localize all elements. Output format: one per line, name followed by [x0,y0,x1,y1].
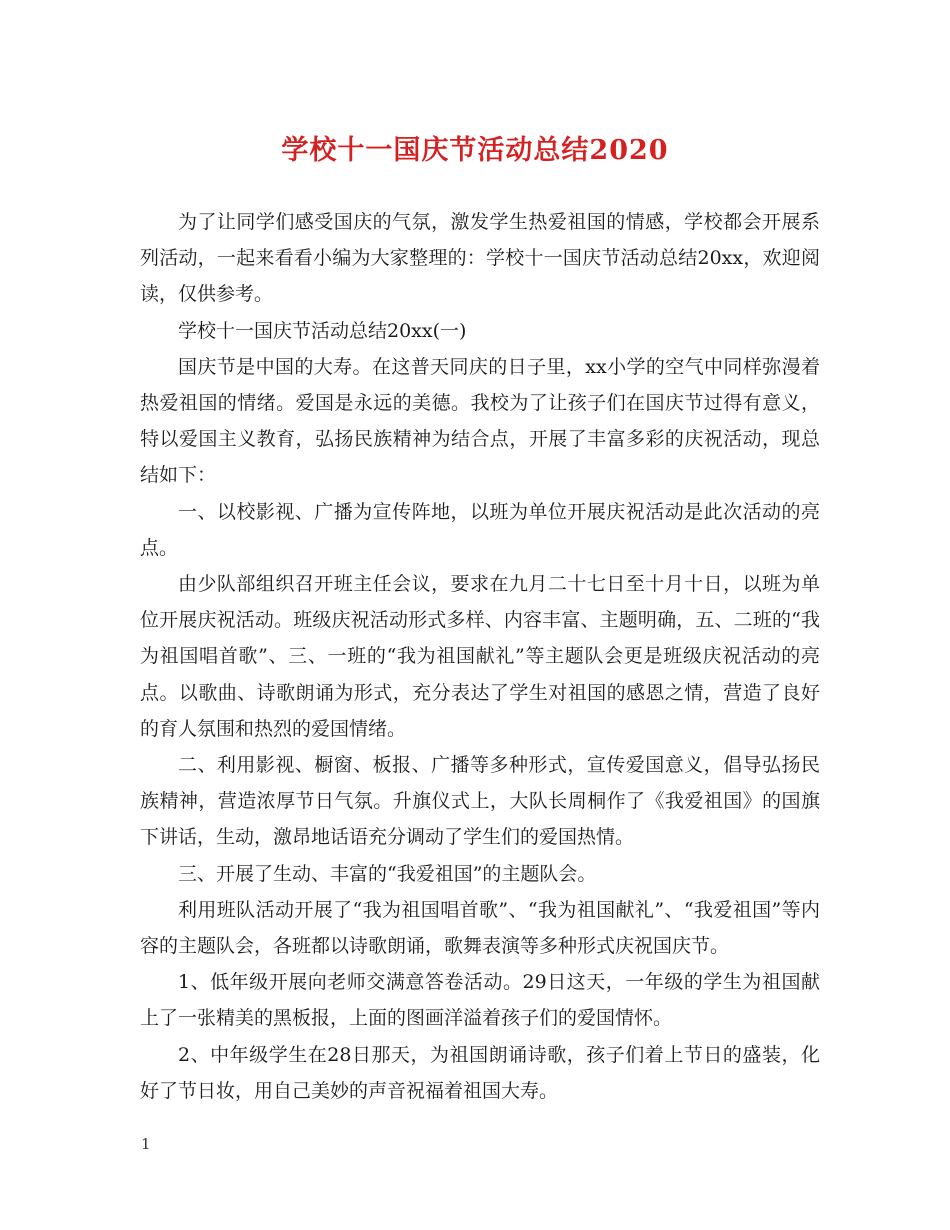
section-heading: 学校十一国庆节活动总结20xx(一) [178,319,467,342]
body-paragraph: 一、以校影视、广播为宣传阵地，以班为单位开展庆祝活动是此次活动的亮点。 [140,500,820,559]
body-paragraph: 2、中年级学生在28日那天，为祖国朗诵诗歌，孩子们着上节日的盛装，化好了节日妆，用自己美妙的声音祝福着祖国大寿。 [140,1043,820,1102]
body-paragraph: 由少队部组织召开班主任会议，要求在九月二十七日至十月十日，以班为单位开展庆祝活动。班级庆祝活动形式多样、内容丰富、主题明确，五、二班的“我为祖国唱首歌”、三、一班的“我为祖国献礼”等主题队会更是班级庆祝活动的亮点。以歌曲、诗歌朗诵为形式，充分表达了学生对祖国的感恩之情，营造了良好的育人氛围和热烈的爱国情绪。 [140,573,820,740]
intro-paragraph: 为了让同学们感受国庆的气氛，激发学生热爱祖国的情感，学校都会开展系列活动，一起来看看小编为大家整理的：学校十一国庆节活动总结20xx，欢迎阅读，仅供参考。 [140,211,820,306]
body-paragraph: 二、利用影视、橱窗、板报、广播等多种形式，宣传爱国意义，倡导弘扬民族精神，营造浓厚节日气氛。升旗仪式上，大队长周桐作了《我爱祖国》的国旗下讲话，生动，激昂地话语充分调动了学生们的爱国热情。 [140,754,820,849]
document-title: 学校十一国庆节活动总结2020 [281,135,669,166]
body-paragraph: 国庆节是中国的大寿。在这普天同庆的日子里，xx小学的空气中同样弥漫着热爱祖国的情绪。爱国是永远的美德。我校为了让孩子们在国庆节过得有意义，特以爱国主义教育，弘扬民族精神为结合点，开展了丰富多彩的庆祝活动，现总结如下： [140,355,820,487]
document-body [140,204,820,1109]
body-paragraph: 三、开展了生动、丰富的“我爱祖国”的主题队会。 [178,862,597,885]
page-number: 1 [141,1135,151,1153]
body-paragraph: 1、低年级开展向老师交满意答卷活动。29日这天，一年级的学生为祖国献上了一张精美的黑板报，上面的图画洋溢着孩子们的爱国情怀。 [140,971,820,1030]
body-paragraph: 利用班队活动开展了“我为祖国唱首歌”、“我为祖国献礼”、“我爱祖国”等内容的主题队会，各班都以诗歌朗诵，歌舞表演等多种形式庆祝国庆节。 [140,898,820,958]
